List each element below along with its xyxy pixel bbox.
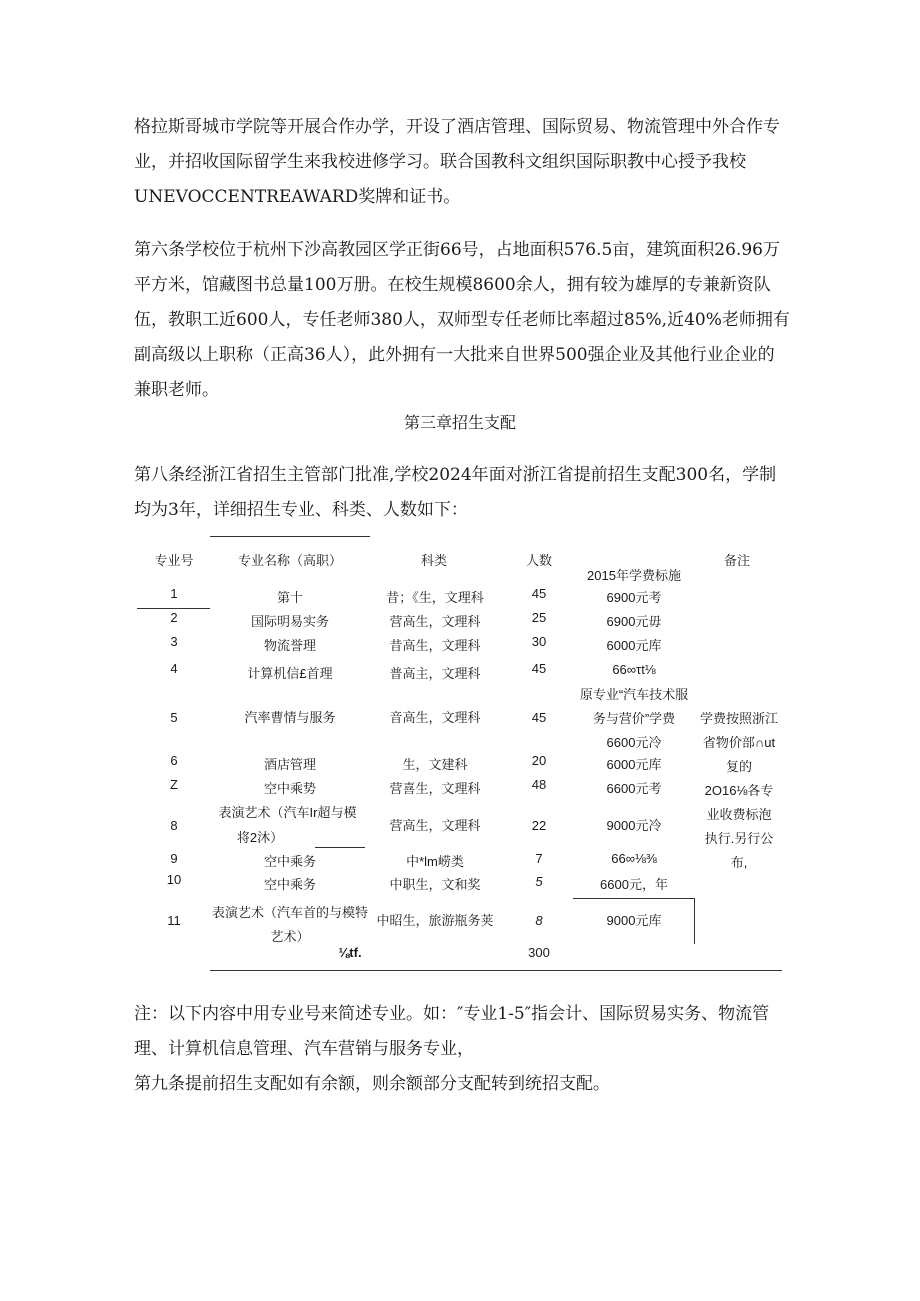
cell-category: 音高生，文理科: [389, 710, 481, 725]
cell-fee: 66∞τt⅛: [612, 662, 656, 677]
cell-count: 5: [535, 874, 543, 889]
cell-name: 第十: [276, 590, 303, 605]
cell-no: 1: [170, 586, 178, 601]
cell-no: 4: [170, 661, 178, 676]
header-count: 人数: [525, 553, 552, 568]
cell-fee: 务与营价”学费: [592, 711, 676, 726]
cell-fee: 6900元考: [606, 590, 662, 605]
cell-name: 将2沐）: [236, 830, 284, 845]
text-line: 格拉斯哥城市学院等开展合作办学，开设了酒店管理、国际贸易、物流管理中外合作专: [134, 117, 780, 137]
cell-no: 2: [170, 610, 178, 625]
cell-count: 25: [531, 610, 547, 625]
cell-count: 45: [531, 661, 547, 676]
text-line: 兼职老师。: [134, 380, 219, 400]
cell-no: 6: [170, 753, 178, 768]
cell-category: 中职生，文和奖: [389, 877, 481, 892]
cell-category: 中*lm崂类: [406, 854, 464, 869]
cell-count: 22: [531, 818, 547, 833]
cell-name: 汽率曹情与服务: [244, 710, 336, 725]
cell-fee: 6600元考: [606, 781, 662, 796]
cell-category: 生，文建科: [402, 757, 468, 772]
text-line: 均为3年，详细招生专业、科类、人数如下：: [134, 500, 468, 520]
total-label: ⅛tf.: [338, 945, 362, 960]
text-line: 副高级以上职称（正高36人），此外拥有一大批来自世界500强企业及其他行业企业的: [134, 345, 775, 365]
header-fee: 2015年学费标施: [587, 568, 681, 583]
cell-count: 45: [531, 710, 547, 725]
cell-category: 营高生，文理科: [389, 818, 481, 833]
cell-category: 中昭生，旅游瓶务荚: [376, 913, 494, 928]
remark-line: 复的: [725, 759, 752, 774]
cell-name: 空中乘务: [263, 877, 316, 892]
text-line: 注：以下内容中用专业号来简述专业。如：″专业1-5″指会计、国际贸易实务、物流管: [134, 1004, 770, 1024]
cell-category: 营喜生，文理科: [389, 781, 481, 796]
remark-line: 2O16⅛各专: [704, 783, 774, 798]
cell-count: 8: [535, 913, 543, 928]
text-line: 第八条经浙江省招生主管部门批准,学校2024年面对浙江省提前招生支配300名，学制: [134, 465, 777, 485]
cell-count: 20: [531, 753, 547, 768]
paragraph-note: [134, 997, 784, 1102]
cell-no: Z: [170, 777, 178, 792]
text-line: 伍，教职工近600人，专任老师380人，双师型专任老师比率超过85%,近40%老师拥有: [134, 310, 790, 330]
text-line: 第六条学校位于杭州下沙高教园区学正街66号，占地面积576.5亩，建筑面积26.96万: [134, 240, 780, 260]
cell-category: 营高生，文理科: [389, 614, 481, 629]
table-rule: [694, 898, 695, 944]
cell-no: 9: [170, 851, 178, 866]
cell-fee: 66∞⅛⅜: [611, 851, 657, 866]
header-remark: 备注: [723, 553, 750, 568]
table-rule: [210, 536, 370, 537]
text-line: 平方米，馆藏图书总量100万册。在校生规模8600余人，拥有较为雄厚的专兼新资队: [134, 275, 771, 295]
cell-fee: 原专业“汽车技术服: [579, 687, 689, 702]
cell-fee: 6600元冷: [606, 735, 662, 750]
cell-name: 艺术）: [270, 929, 310, 944]
cell-no: 11: [167, 913, 181, 928]
cell-name: 表演艺术（汽车首的与模特: [211, 905, 368, 920]
cell-name: 表演艺术（汽车Ir超与模: [218, 805, 357, 820]
cell-category: 昔；《生，文理科: [386, 590, 484, 605]
cell-name: 空中乘势: [263, 781, 316, 796]
cell-name: 空中乘务: [263, 854, 316, 869]
remark-line: 执行.另行公: [704, 831, 774, 846]
chapter-heading: 第三章招生支配: [403, 413, 516, 432]
cell-fee: 6600元，年: [600, 877, 668, 892]
remark-line: 业收费标泡: [706, 807, 772, 822]
text-line: 第九条提前招生支配如有余额，则余额部分支配转到统招支配。: [134, 1074, 610, 1094]
cell-count: 30: [531, 634, 547, 649]
cell-count: 45: [531, 586, 547, 601]
cell-category: 普高主，文理科: [389, 666, 481, 681]
cell-name: 计算机信£首理: [247, 666, 333, 681]
cell-count: 48: [531, 777, 547, 792]
remark-line: 省物价部∩ut: [702, 735, 776, 750]
remark-line: 学费按照浙江: [699, 711, 778, 726]
text-line: 业，并招收国际留学生来我校进修学习。联合国教科文组织国际职教中心授予我校: [134, 152, 746, 172]
header-category: 科类: [420, 553, 447, 568]
cell-category: 昔高生，文理科: [389, 638, 481, 653]
cell-no: 10: [166, 872, 182, 887]
cell-no: 5: [170, 710, 178, 725]
cell-fee: 9000元库: [606, 913, 662, 928]
table-rule: [210, 970, 782, 971]
text-line: UNEVOCCENTREAWARD奖牌和证书。: [134, 187, 461, 207]
header-major-name: 专业名称（高职）: [237, 553, 342, 568]
cell-name: 物流誉理: [263, 638, 316, 653]
cell-name: 酒店管理: [263, 757, 316, 772]
remark-line: 布,: [730, 855, 748, 870]
text-line: 理、计算机信息管理、汽车营销与服务专业，: [134, 1039, 474, 1059]
cell-fee: 6000元库: [606, 638, 662, 653]
cell-no: 3: [170, 634, 178, 649]
cell-count: 7: [535, 851, 543, 866]
cell-no: 8: [170, 818, 178, 833]
header-major-no: 专业号: [154, 553, 194, 568]
cell-name: 国际明易实务: [250, 614, 329, 629]
cell-fee: 6000元库: [606, 757, 662, 772]
cell-fee: 9000元冷: [606, 818, 662, 833]
table-rule: [315, 847, 365, 848]
total-count: 300: [528, 945, 550, 960]
table-rule: [573, 898, 695, 899]
cell-fee: 6900元毋: [606, 614, 662, 629]
